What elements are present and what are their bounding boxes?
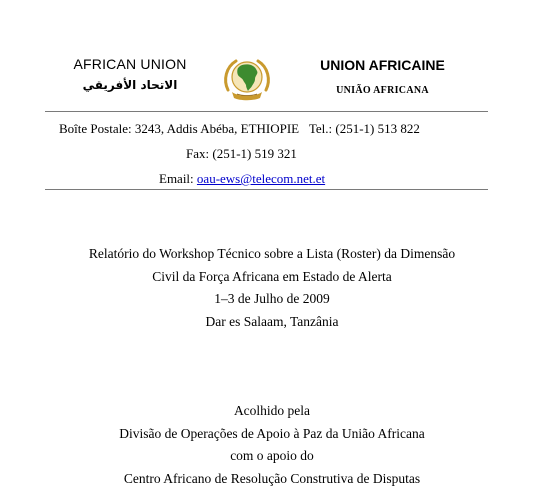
- email-link[interactable]: oau-ews@telecom.net.et: [196, 171, 326, 186]
- header-divider-top: [45, 111, 488, 112]
- report-dates: 1–3 de Julho de 2009: [214, 291, 330, 306]
- org-name-english: AFRICAN UNION: [73, 56, 187, 72]
- report-title-line-1: Relatório do Workshop Técnico sobre a Lista (Roster) da Dimensão: [88, 246, 456, 261]
- hosted-by-label: Acolhido pela: [233, 403, 311, 418]
- support-organization: Centro Africano de Resolução Construtiva de Disputas: [123, 470, 421, 486]
- contact-email-line: [159, 171, 325, 187]
- hosting-block: [0, 400, 544, 490]
- org-name-arabic: الاتحاد الأفريقي: [82, 78, 178, 92]
- report-location: Dar es Salaam, Tanzânia: [205, 313, 339, 329]
- header-divider-bottom: [45, 189, 488, 190]
- postal-address: Boîte Postale: 3243, Addis Abéba, ETHIOPIE: [59, 121, 300, 136]
- contact-postal-line: [59, 121, 420, 137]
- african-union-emblem-icon: [222, 56, 272, 102]
- host-division: Divisão de Operações de Apoio à Paz da União Africana: [119, 425, 425, 441]
- support-label: com o apoio do: [230, 448, 314, 463]
- email-label: Email:: [159, 171, 194, 186]
- fax-number: Fax: (251-1) 519 321: [186, 146, 297, 161]
- org-name-portuguese: UNIÃO AFRICANA: [336, 85, 429, 96]
- report-title-block: [0, 243, 544, 333]
- org-name-french: UNION AFRICAINE: [320, 57, 445, 73]
- telephone: Tel.: (251-1) 513 822: [308, 121, 420, 136]
- report-title-line-2: Civil da Força Africana em Estado de Alerta: [152, 268, 392, 284]
